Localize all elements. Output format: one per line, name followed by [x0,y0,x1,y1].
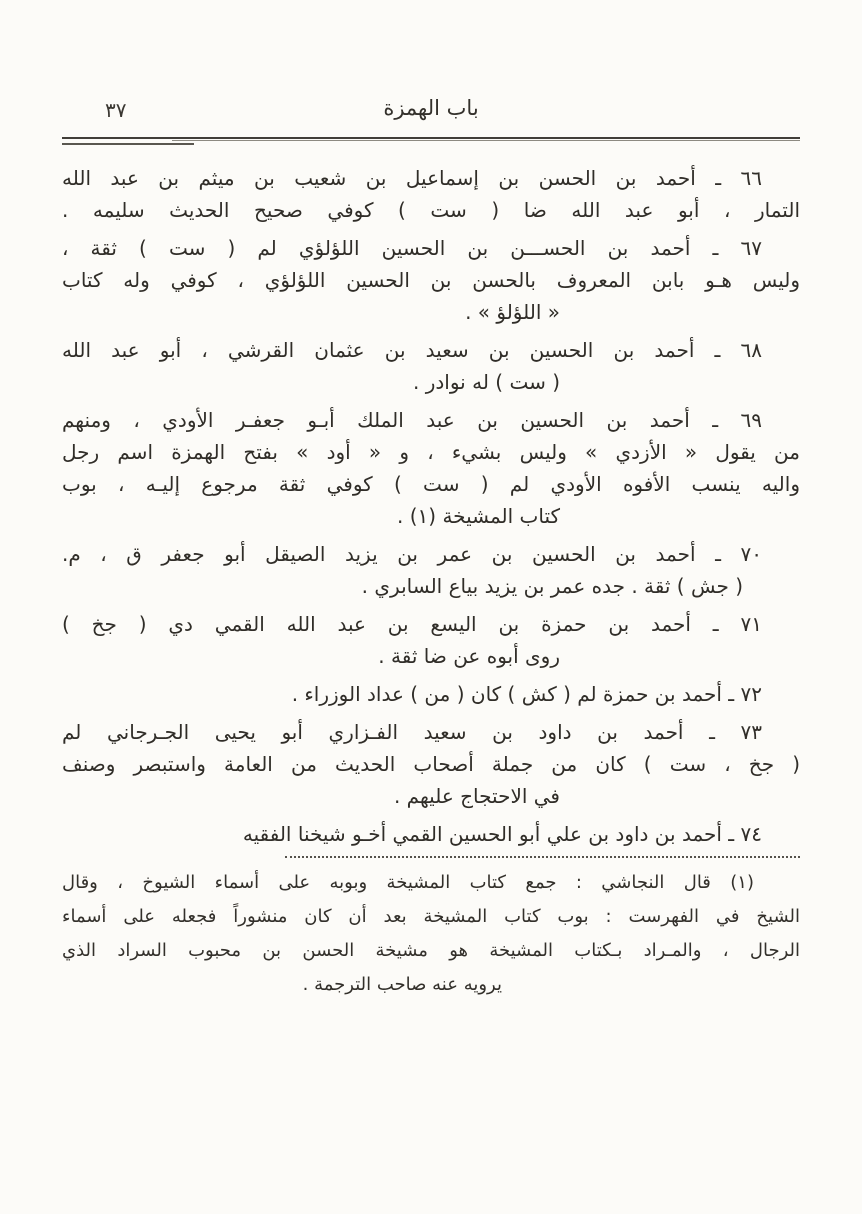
entry-line: في الاحتجاج عليهم . [393,784,560,808]
footnote-line: الرجال ، والمـراد بـكتاب المشيخة هو مشيخة الحسن بن محبوب السراد الذي [62,940,800,961]
entry-line: كتاب المشيخة (١) . [397,504,560,528]
entry-line: ٦٧ ـ أحمد بن الحســـن بن الحسين اللؤلؤي لم ( ست ) ثقة ، [62,236,762,260]
entry-73 [62,716,800,812]
header-rule-sub [62,143,194,145]
entry-line: واليه ينسب الأفوه الأودي لم ( ست ) كوفي ثقة مرجوع إليـه ، بوب [62,472,800,496]
entry-line: ٧٣ ـ أحمد بن داود بن سعيد الفـزاري أبو يحيى الجـرجاني لم [62,720,762,744]
entry-line: روى أبوه عن ضا ثقة . [378,644,560,668]
entry-line: ( جخ ، ست ) كان من جملة أصحاب الحديث من العامة واستبصر وصنف [62,752,800,776]
entry-69 [62,404,800,532]
footnote-line: يرويه عنه صاحب الترجمة . [302,974,502,995]
entry-line: من يقول « الأزدي » وليس بشيء ، و « أود » بفتح الهمزة اسم رجل [62,440,800,464]
entry-line: التمار ، أبو عبد الله ضا ( ست ) كوفي صحيح الحديث سليمه . [62,198,800,222]
entry-74 [62,818,800,850]
entry-line: ٧١ ـ أحمد بن حمزة بن اليسع بن عبد الله القمي دي ( جخ ) [62,612,762,636]
entry-line: ٧٢ ـ أحمد بن حمزة لم ( كش ) كان ( من ) عداد الوزراء . [291,682,762,706]
entry-72 [62,678,800,710]
entry-line: ٧٤ ـ أحمد بن داود بن علي أبو الحسين القمي أخـو شيخنا الفقيه [242,822,762,846]
page-header [62,96,800,126]
entry-68 [62,334,800,398]
entry-line: ( ست ) له نوادر . [413,370,560,394]
entry-66 [62,162,800,226]
footnote-line: (١) قال النجاشي : جمع كتاب المشيخة وبوبه على أسماء الشيوخ ، وقال [62,872,754,893]
entry-line: ٧٠ ـ أحمد بن الحسين بن عمر بن يزيد الصيقل أبو جعفر ق ، م. [62,542,762,566]
entry-line: ( جش ) ثقة . جده عمر بن يزيد بياع السابري . [361,574,743,598]
header-rule [62,137,800,147]
entry-67 [62,232,800,328]
entry-line: وليس هـو بابن المعروف بالحسن بن الحسين اللؤلؤي ، كوفي وله كتاب [62,268,800,292]
header-rule-main [62,137,800,139]
entry-line: « اللؤلؤ » . [465,300,560,324]
entry-71 [62,608,800,672]
footnote [62,866,800,1002]
body-text [62,162,800,850]
footnote-line: الشيخ في الفهرست : بوب كتاب المشيخة بعد أن كان منشوراً فجعله على أسماء [62,906,800,927]
footnote-separator [285,856,800,858]
entry-line: ٦٨ ـ أحمد بن الحسين بن سعيد بن عثمان القرشي ، أبو عبد الله [62,338,762,362]
entry-line: ٦٩ ـ أحمد بن الحسين بن عبد الملك أبـو جعفـر الأودي ، ومنهم [62,408,762,432]
entry-line: ٦٦ ـ أحمد بن الحسن بن إسماعيل بن شعيب بن ميثم بن عبد الله [62,166,762,190]
entry-70 [62,538,800,602]
chapter-title: باب الهمزة [383,96,479,120]
page-number: ٣٧ [105,98,127,122]
header-rule-echo [172,140,800,141]
